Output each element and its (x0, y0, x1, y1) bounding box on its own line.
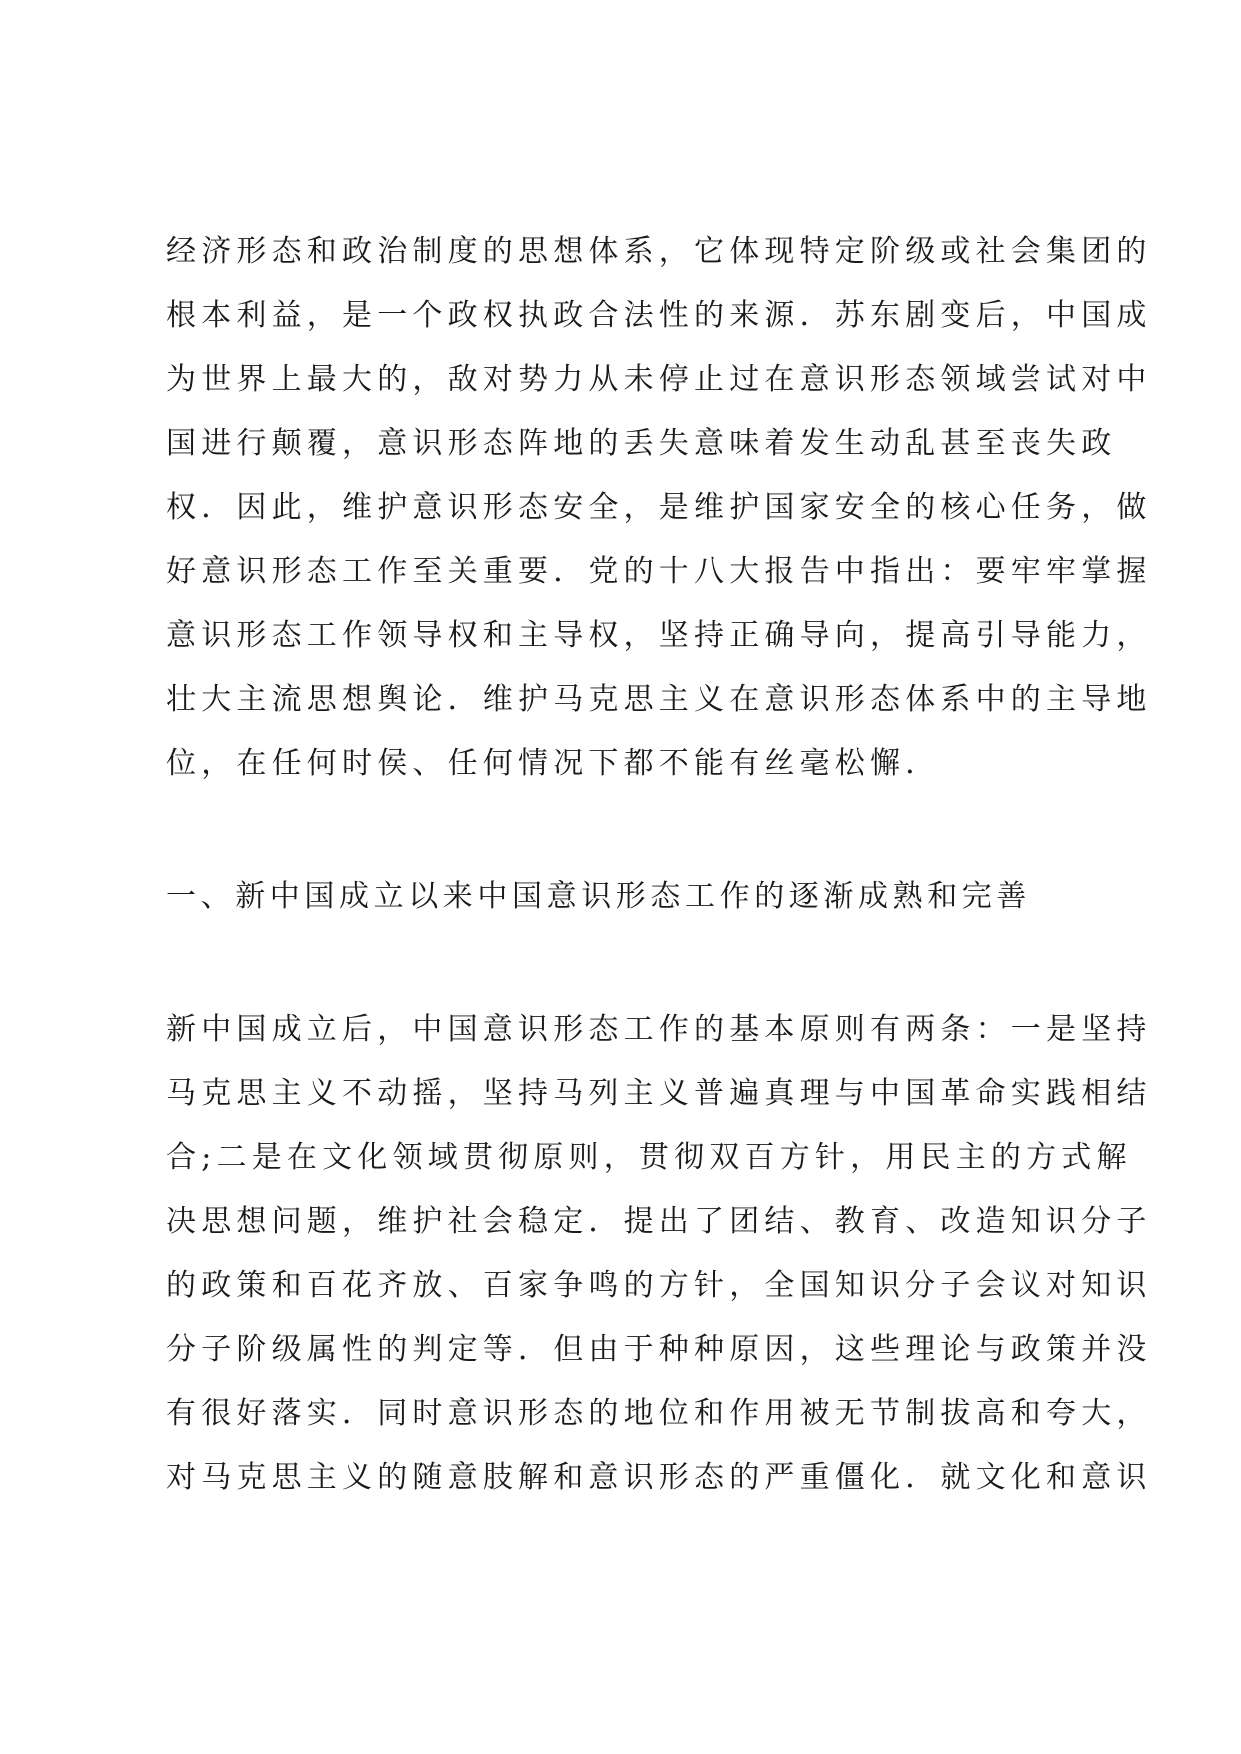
paragraph-line: 马克思主义不动摇，坚持马列主义普遍真理与中国革命实践相结 (166, 1076, 1152, 1111)
paragraph-line: 根本利益，是一个政权执政合法性的来源．苏东剧变后，中国成 (166, 298, 1152, 333)
paragraph-line: 的政策和百花齐放、百家争鸣的方针，全国知识分子会议对知识 (166, 1268, 1152, 1303)
paragraph-line: 新中国成立后，中国意识形态工作的基本原则有两条：一是坚持 (166, 1012, 1152, 1047)
paragraph-line: 意识形态工作领导权和主导权，坚持正确导向，提高引导能力， (166, 618, 1152, 653)
paragraph-line: 为世界上最大的，敌对势力从未停止过在意识形态领域尝试对中 (166, 362, 1152, 397)
paragraph-line: 壮大主流思想舆论．维护马克思主义在意识形态体系中的主导地 (166, 682, 1152, 717)
paragraph-line: 有很好落实．同时意识形态的地位和作用被无节制拔高和夸大， (166, 1396, 1152, 1431)
paragraph-line: 位，在任何时侯、任何情况下都不能有丝毫松懈． (166, 746, 941, 781)
paragraph-line: 国进行颠覆，意识形态阵地的丢失意味着发生动乱甚至丧失政 (166, 426, 1117, 461)
paragraph-line: 权．因此，维护意识形态安全，是维护国家安全的核心任务，做 (166, 490, 1152, 525)
paragraph-line: 分子阶级属性的判定等．但由于种种原因，这些理论与政策并没 (166, 1332, 1152, 1367)
paragraph-line: 合;二是在文化领域贯彻原则，贯彻双百方针，用民主的方式解 (166, 1140, 1132, 1175)
paragraph-line: 决思想问题，维护社会稳定．提出了团结、教育、改造知识分子 (166, 1204, 1152, 1239)
section-heading: 一、新中国成立以来中国意识形态工作的逐渐成熟和完善 (166, 879, 1031, 914)
paragraph-line: 对马克思主义的随意肢解和意识形态的严重僵化．就文化和意识 (166, 1460, 1152, 1495)
paragraph-line: 好意识形态工作至关重要．党的十八大报告中指出：要牢牢掌握 (166, 554, 1152, 589)
paragraph-line: 经济形态和政治制度的思想体系，它体现特定阶级或社会集团的 (166, 234, 1152, 269)
